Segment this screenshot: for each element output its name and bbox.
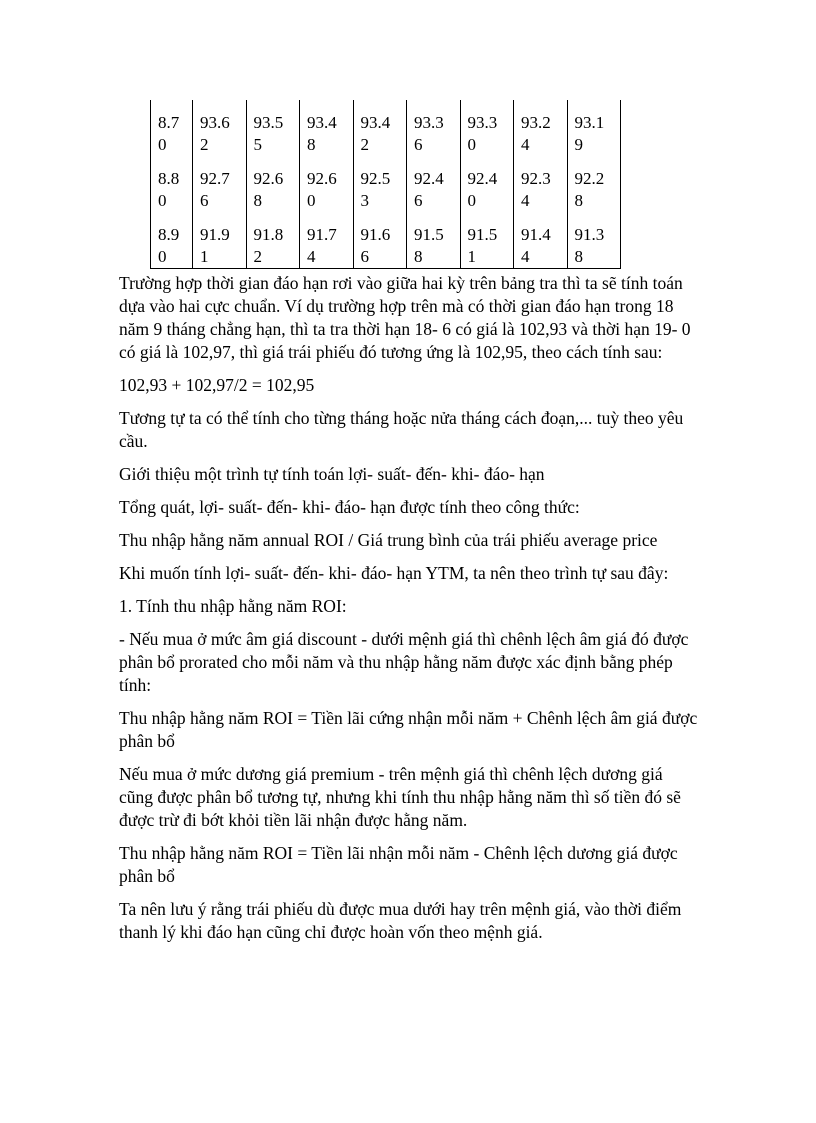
paragraph-formula-example: 102,93 + 102,97/2 = 102,95 — [119, 375, 315, 395]
cell-line: 0 — [158, 191, 167, 210]
cell-line: 5 — [253, 135, 262, 154]
cell-line: 4 — [521, 135, 530, 154]
table-cell — [353, 212, 407, 269]
cell-line: 3 — [360, 191, 369, 210]
cell-line: 93.4 — [360, 113, 391, 132]
paragraph-discount-formula: Thu nhập hằng năm ROI = Tiền lãi cứng nhận mỗi năm + Chênh lệch âm giá được phân bổ — [119, 708, 698, 751]
cell-line: 6 — [414, 191, 423, 210]
table-cell — [407, 156, 461, 212]
paragraph-roi-formula: Thu nhập hằng năm annual ROI / Giá trung bình của trái phiếu average price — [119, 530, 658, 550]
cell-line: 8.7 — [158, 113, 180, 132]
cell-line: 92.6 — [253, 169, 284, 188]
cell-line: 91.9 — [200, 225, 230, 244]
cell-line: 8 — [253, 191, 262, 210]
table-cell — [353, 156, 407, 212]
cell-line: 0 — [467, 191, 476, 210]
cell-line: 8 — [574, 247, 583, 266]
cell-line: 92.7 — [200, 169, 230, 188]
cell-line: 6 — [360, 247, 369, 266]
cell-line: 6 — [414, 135, 423, 154]
cell-line: 91.5 — [467, 225, 498, 244]
cell-line: 0 — [307, 191, 316, 210]
cell-line: 92.3 — [521, 169, 551, 188]
cell-line: 0 — [158, 247, 167, 266]
cell-line: 91.3 — [574, 225, 605, 244]
table-cell — [407, 100, 461, 156]
table-cell — [567, 100, 621, 156]
cell-line: 0 — [158, 135, 167, 154]
table-cell — [193, 100, 247, 156]
cell-line: 93.3 — [414, 113, 444, 132]
table-cell — [151, 100, 193, 156]
table-cell — [514, 100, 568, 156]
table-cell — [567, 212, 621, 269]
cell-line: 8 — [414, 247, 423, 266]
bond-yield-table-container — [150, 100, 621, 269]
cell-line: 92.2 — [574, 169, 605, 188]
cell-line: 91.7 — [307, 225, 337, 244]
cell-line: 92.5 — [360, 169, 391, 188]
cell-line: 93.1 — [574, 113, 605, 132]
cell-line: 8 — [307, 135, 316, 154]
table-cell — [151, 156, 193, 212]
cell-line: 0 — [467, 135, 476, 154]
table-cell — [300, 100, 354, 156]
table-cell — [353, 100, 407, 156]
paragraph-monthly-calc: Tương tự ta có thể tính cho từng tháng hoặc nửa tháng cách đoạn,... tuỳ theo yêu cầu. — [119, 408, 684, 451]
cell-line: 93.6 — [200, 113, 230, 132]
cell-line: 6 — [200, 191, 209, 210]
table-cell — [407, 212, 461, 269]
table-cell — [151, 212, 193, 269]
table-cell — [514, 212, 568, 269]
cell-line: 4 — [521, 247, 530, 266]
paragraph-ytm-steps: Khi muốn tính lợi- suất- đến- khi- đáo- hạn YTM, ta nên theo trình tự sau đây: — [119, 563, 669, 583]
cell-line: 91.8 — [253, 225, 284, 244]
paragraph-discount-case: - Nếu mua ở mức âm giá discount - dưới mệnh giá thì chênh lệch âm giá đó được phân bổ prorated cho mỗi năm và thu nhập hằng năm được xác định bằng phép tính: — [119, 629, 689, 695]
table-cell — [193, 212, 247, 269]
paragraph-premium-case: Nếu mua ở mức dương giá premium - trên mệnh giá thì chênh lệch dương giá cũng được phân bổ tương tự, nhưng khi tính thu nhập hằng năm thì số tiền đó sẽ được trừ đi bớt khỏi tiền lãi nhận được hằng năm. — [119, 764, 681, 830]
paragraph-general-formula: Tổng quát, lợi- suất- đến- khi- đáo- hạn được tính theo công thức: — [119, 497, 580, 517]
table-cell — [246, 156, 300, 212]
cell-line: 8.9 — [158, 225, 180, 244]
paragraph-face-value-note: Ta nên lưu ý rằng trái phiếu dù được mua dưới hay trên mệnh giá, vào thời điểm thanh lý khi đáo hạn cũng chỉ được hoàn vốn theo mệnh giá. — [119, 899, 682, 942]
cell-line: 91.6 — [360, 225, 391, 244]
table-row — [151, 100, 621, 156]
table-cell — [246, 100, 300, 156]
table-cell — [300, 156, 354, 212]
bond-yield-table — [150, 100, 621, 269]
cell-line: 1 — [200, 247, 209, 266]
table-cell — [514, 156, 568, 212]
cell-line: 93.4 — [307, 113, 337, 132]
cell-line: 91.5 — [414, 225, 444, 244]
table-cell — [193, 156, 247, 212]
paragraph-step-1: 1. Tính thu nhập hằng năm ROI: — [119, 596, 347, 616]
cell-line: 4 — [307, 247, 316, 266]
cell-line: 92.4 — [414, 169, 444, 188]
cell-line: 4 — [521, 191, 530, 210]
cell-line: 2 — [360, 135, 369, 154]
table-cell — [246, 212, 300, 269]
cell-line: 92.6 — [307, 169, 337, 188]
table-cell — [300, 212, 354, 269]
cell-line: 9 — [574, 135, 583, 154]
cell-line: 8.8 — [158, 169, 180, 188]
table-cell — [460, 100, 514, 156]
table-cell — [460, 212, 514, 269]
table-cell — [460, 156, 514, 212]
cell-line: 92.4 — [467, 169, 498, 188]
cell-line: 2 — [253, 247, 262, 266]
table-row — [151, 212, 621, 269]
paragraph-premium-formula: Thu nhập hằng năm ROI = Tiền lãi nhận mỗi năm - Chênh lệch dương giá được phân bổ — [119, 843, 678, 886]
cell-line: 8 — [574, 191, 583, 210]
table-cell — [567, 156, 621, 212]
body-text — [119, 272, 699, 954]
paragraph-maturity-interpolation: Trường hợp thời gian đáo hạn rơi vào giữa hai kỳ trên bảng tra thì ta sẽ tính toán dựa vào hai cực chuẩn. Ví dụ trường hợp trên mà có thời gian đáo hạn trong 18 năm 9 tháng chẳng hạn, thì ta tra thời hạn 18- 6 có giá là 102,93 và thời hạn 19- 0 có giá là 102,97, thì giá trái phiếu đó tương ứng là 102,95, theo cách tính sau: — [119, 273, 691, 362]
cell-line: 93.3 — [467, 113, 498, 132]
paragraph-ytm-intro: Giới thiệu một trình tự tính toán lợi- suất- đến- khi- đáo- hạn — [119, 464, 545, 484]
table-row — [151, 156, 621, 212]
cell-line: 91.4 — [521, 225, 551, 244]
cell-line: 93.2 — [521, 113, 551, 132]
cell-line: 93.5 — [253, 113, 284, 132]
cell-line: 1 — [467, 247, 476, 266]
cell-line: 2 — [200, 135, 209, 154]
